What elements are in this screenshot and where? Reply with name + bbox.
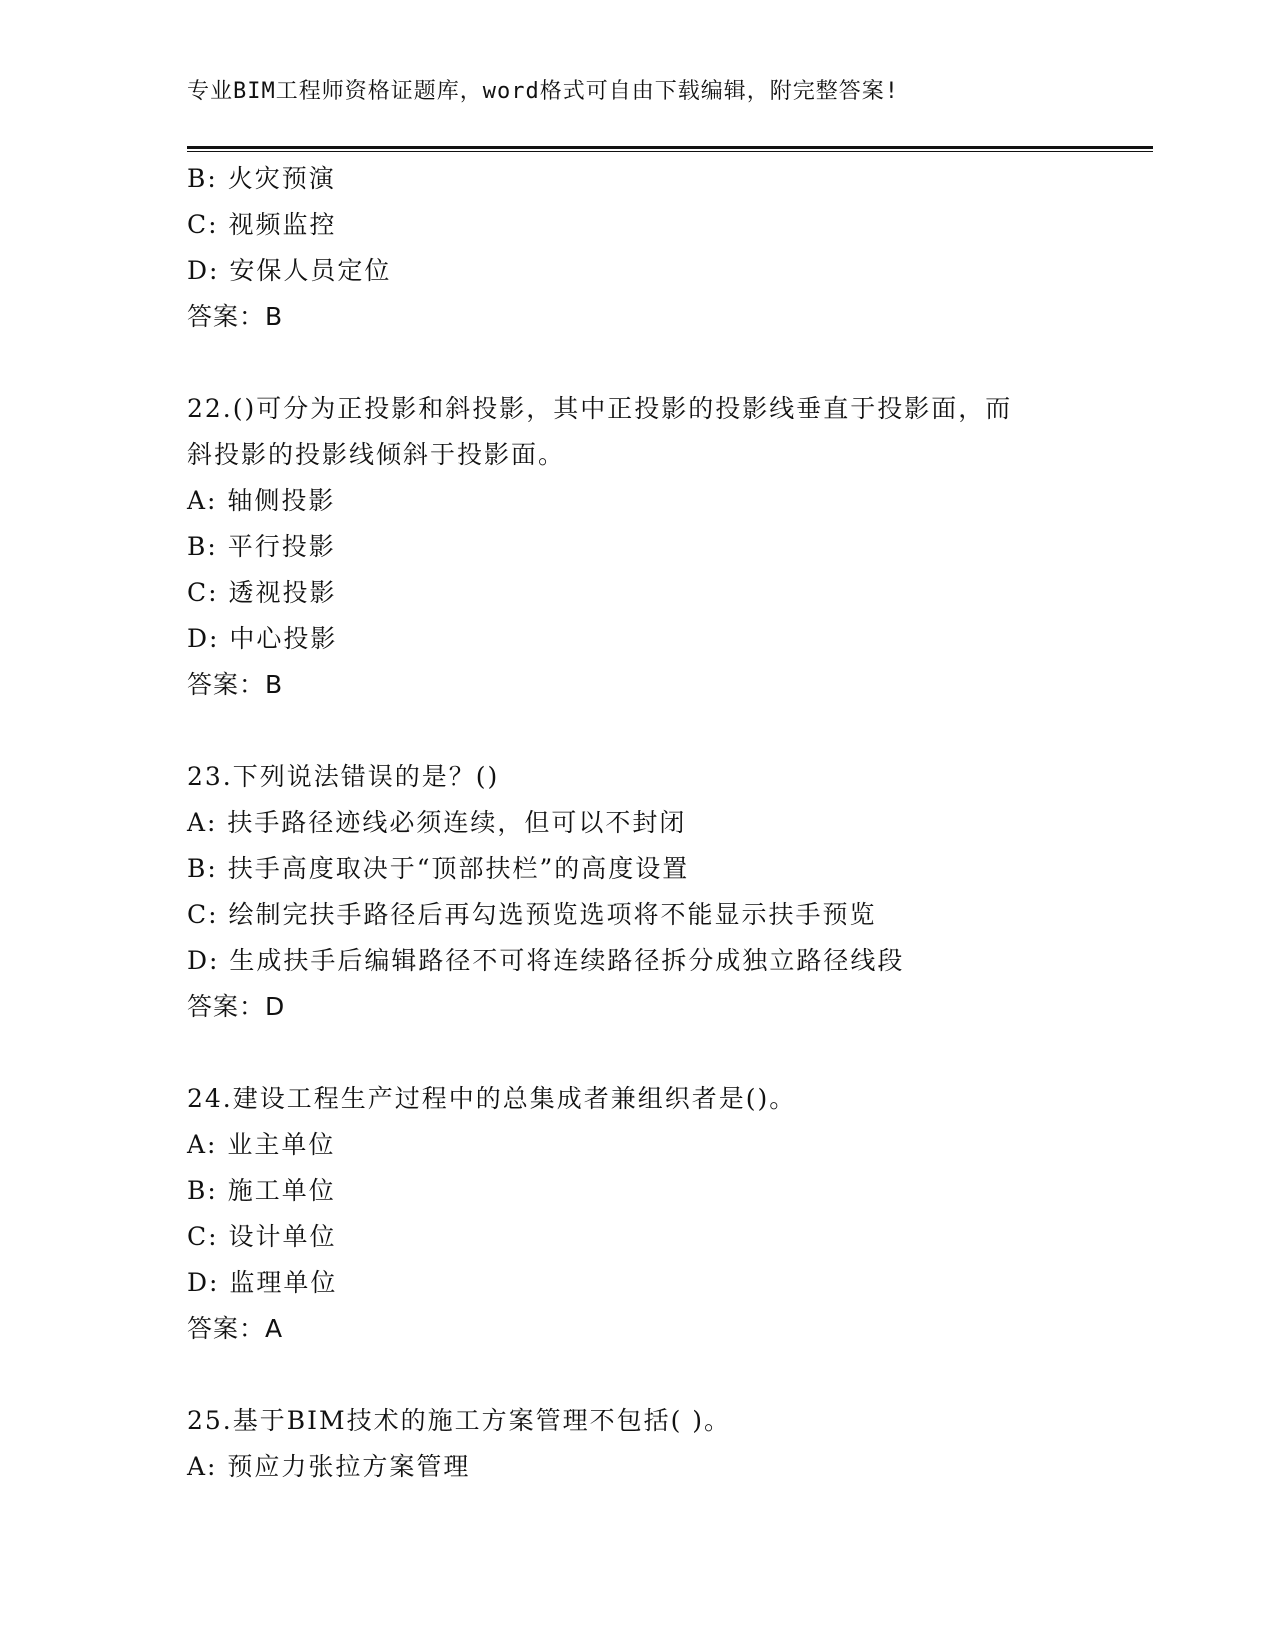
answer-option: D: 监理单位: [187, 1268, 338, 1297]
answer-option: C: 设计单位: [187, 1222, 337, 1251]
header-rule-thin: [187, 151, 1153, 152]
header-rule-thick: [187, 146, 1153, 149]
answer-option: D: 生成扶手后编辑路径不可将连续路径拆分成独立路径线段: [187, 946, 905, 975]
answer-option: D: 安保人员定位: [187, 256, 392, 285]
answer-key: 答案：D: [187, 992, 286, 1021]
block-spacer: [187, 340, 1107, 386]
answer-option: A: 扶手路径迹线必须连续，但可以不封闭: [187, 808, 687, 837]
answer-option: B: 火灾预演: [187, 164, 336, 193]
answer-option: C: 透视投影: [187, 578, 337, 607]
page-header: 专业BIM工程师资格证题库，word格式可自由下载编辑，附完整答案!: [187, 79, 899, 104]
answer-option: A: 轴侧投影: [187, 486, 336, 515]
question-stem: 25.基于BIM技术的施工方案管理不包括( )。: [187, 1406, 732, 1435]
question-stem: 23.下列说法错误的是？(): [187, 762, 500, 791]
question-block: [187, 754, 1107, 1030]
question-stem: 24.建设工程生产过程中的总集成者兼组织者是()。: [187, 1084, 797, 1113]
answer-option: B: 平行投影: [187, 532, 336, 561]
block-spacer: [187, 708, 1107, 754]
question-block: [187, 1076, 1107, 1352]
question-block: [187, 386, 1107, 708]
answer-option: A: 预应力张拉方案管理: [187, 1452, 471, 1481]
answer-key: 答案：B: [187, 302, 284, 331]
answer-option: B: 扶手高度取决于“顶部扶栏”的高度设置: [187, 854, 690, 883]
answer-option: D: 中心投影: [187, 624, 338, 653]
answer-option: A: 业主单位: [187, 1130, 336, 1159]
block-spacer: [187, 1030, 1107, 1076]
question-block: [187, 1398, 1107, 1490]
answer-option: C: 绘制完扶手路径后再勾选预览选项将不能显示扶手预览: [187, 900, 877, 929]
question-list: [187, 156, 1107, 1490]
block-spacer: [187, 1352, 1107, 1398]
answer-key: 答案：B: [187, 670, 284, 699]
answer-option: C: 视频监控: [187, 210, 337, 239]
question-tail: [187, 156, 1107, 340]
question-stem: 斜投影的投影线倾斜于投影面。: [187, 440, 566, 469]
question-stem: 22.()可分为正投影和斜投影，其中正投影的投影线垂直于投影面，而: [187, 394, 1013, 423]
answer-option: B: 施工单位: [187, 1176, 336, 1205]
answer-key: 答案：A: [187, 1314, 284, 1343]
